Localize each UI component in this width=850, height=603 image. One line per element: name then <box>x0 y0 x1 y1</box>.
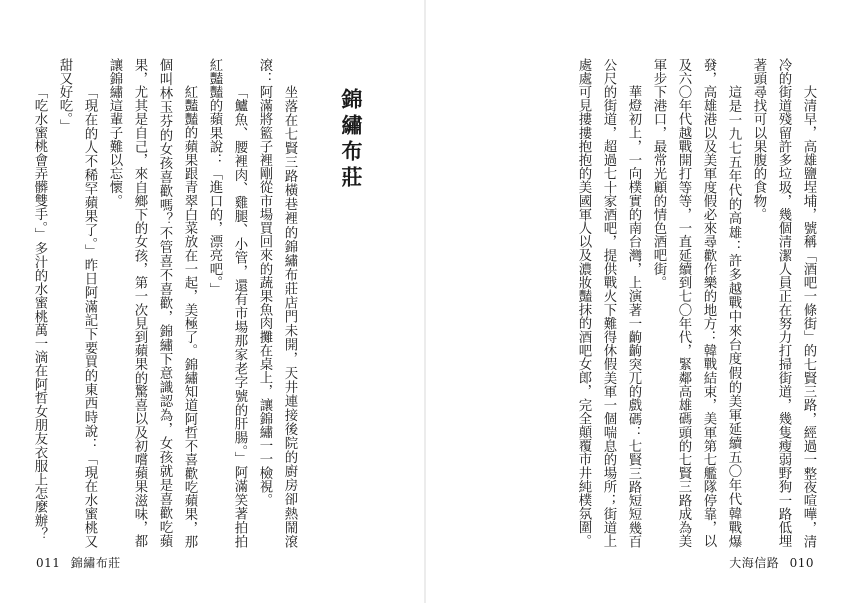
paragraph: 「鱸魚、腰裡肉、雞腿、小管，還有市場那家老字號的肝腸。」阿滿笑著拍拍紅豔豔的蘋果說：「進口的，漂亮吧。」 <box>207 58 247 548</box>
right-page-footer <box>729 554 814 571</box>
paragraph: 這是一九七五年代的高雄：許多越戰中來台度假的美軍延續五〇年代韓戰爆發，高雄港以及美軍度假必來尋歡作樂的地方：韓戰結束，美軍第七艦隊停靠，以及六〇年代越戰開打等等，一直延續到七〇年代，緊鄰高雄碼頭的七賢三路成為美軍步下港口，最常光顧的情色酒吧街。 <box>651 58 741 548</box>
paragraph: 華燈初上，一向樸實的南台灣，上演著一齣齣突兀的戲碼：七賢三路短短幾百公尺的街道，超過七十家酒吧，提供戰火下難得休假美軍一個喘息的場所；街道上處處可見摟摟抱抱的美國軍人以及濃妝豔抹的酒吧女郎，完全顛覆市井純樸氛圍。 <box>576 58 641 548</box>
left-page-body <box>32 58 302 548</box>
paragraph: 紅豔豔的蘋果跟青翠白菜放在一起，美極了。錦繡知道阿哲不喜歡吃蘋果，那個叫林玉芬的女孩喜歡嗎？不管喜不喜歡，錦繡下意識認為，女孩就是喜歡吃蘋果，尤其是自己，來自鄉下的女孩，第一次見到蘋果的驚喜以及初嚐蘋果滋味，都讓錦繡這輩子難以忘懷。 <box>107 58 197 548</box>
right-page-body <box>521 58 821 548</box>
running-head: 錦繡布莊 <box>70 556 121 570</box>
paragraph: 「吃水蜜桃會弄髒雙手。」多汁的水蜜桃萬一滴在阿哲女朋友衣服上怎麼辦？ <box>32 84 47 541</box>
page-number: 010 <box>789 556 814 570</box>
running-head: 大海信路 <box>729 556 780 570</box>
page-number: 011 <box>36 556 61 570</box>
paragraph: 大清早，高雄鹽埕埔，號稱「酒吧一條街」的七賢三路，經過一整夜喧嘩，清冷的街道殘留許多垃圾，幾個清潔人員正在努力打掃街道，幾隻瘦弱野狗一路低埋著頭尋找可以果腹的食物。 <box>751 58 816 548</box>
left-page-footer <box>36 554 121 571</box>
chapter-title: 錦繡布莊 <box>339 88 364 192</box>
paragraph: 坐落在七賢三路橫巷裡的錦繡布莊店門未開，天井連接後院的廚房卻熱鬧滾滾：阿滿將籃子裡剛從市場買回來的蔬果魚肉攤在桌上，讓錦繡一一檢視。 <box>257 58 297 548</box>
paragraph: 「現在的人不稀罕蘋果了。」昨日阿滿記下要買的東西時說：「現在水蜜桃又甜又好吃。」 <box>57 58 97 548</box>
right-page <box>425 0 850 603</box>
